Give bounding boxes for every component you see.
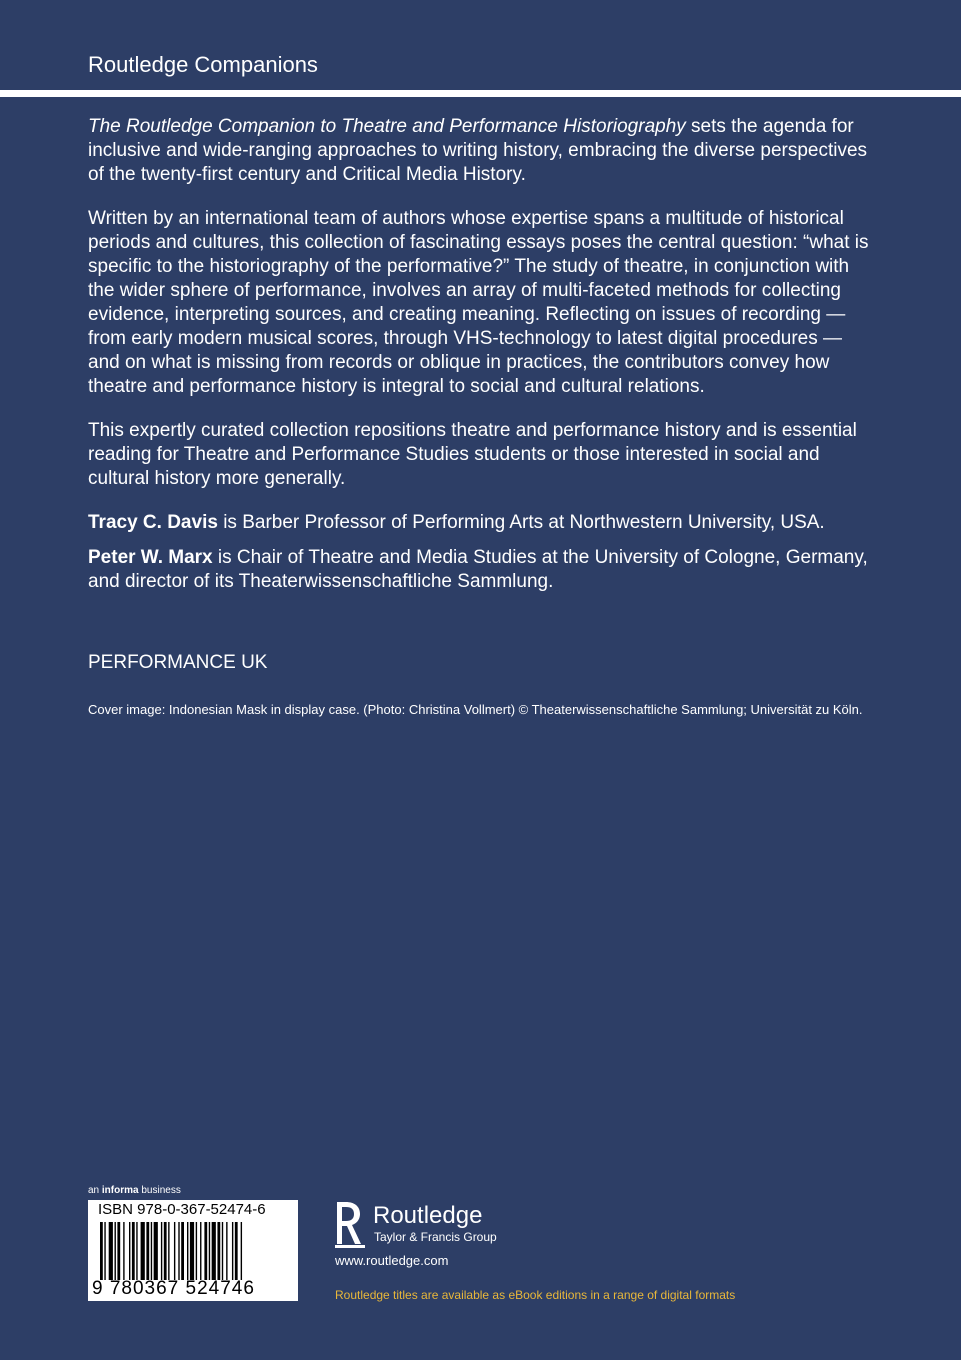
informa-prefix: an bbox=[88, 1185, 102, 1196]
author-name: Tracy C. Davis bbox=[88, 512, 218, 533]
publisher-name: Routledge bbox=[373, 1202, 483, 1229]
paragraph-description: Written by an international team of authors whose expertise spans a multitude of historical periods and cultures, this collection of fascinating essays poses the central question: “what is specific to the historiography of the performative?” The study of theatre, in conjunction with the wider sphere of performance, involves an array of multi-faceted methods for collecting evidence, interpreting sources, and creating meaning. Reflecting on issues of recording — from early modern musical scores, through VHS-technology to latest digital procedures — and on what is missing from records or oblique in practices, the contributors convey how theatre and performance history is integral to social and cultural relations. bbox=[88, 208, 869, 397]
author-bio-text: is Barber Professor of Performing Arts at Northwestern University, USA. bbox=[217, 512, 825, 533]
barcode-icon bbox=[100, 1222, 286, 1280]
informa-suffix: business bbox=[138, 1185, 181, 1196]
barcode-number: 9 780367 524746 bbox=[92, 1278, 255, 1299]
author-bio-text: is Chair of Theatre and Media Studies at the University of Cologne, Germany, and director of its Theaterwissenschaftliche Sammlung. bbox=[88, 547, 868, 592]
series-title: Routledge Companions bbox=[88, 52, 318, 77]
publisher-group: Taylor & Francis Group bbox=[374, 1230, 497, 1244]
publisher-website[interactable]: www.routledge.com bbox=[335, 1253, 449, 1268]
ebook-note: Routledge titles are available as eBook editions in a range of digital formats bbox=[335, 1288, 736, 1302]
author-bio bbox=[88, 546, 878, 594]
author-bio bbox=[88, 511, 878, 535]
header-rule bbox=[0, 90, 961, 97]
routledge-logo-icon bbox=[333, 1200, 367, 1250]
author-name: Peter W. Marx bbox=[88, 547, 213, 568]
paragraph-intro-text: sets the agenda for inclusive and wide-ranging approaches to writing history, embracing the diverse perspectives of the twenty-first century and Critical Media History. bbox=[88, 116, 868, 185]
informa-tagline bbox=[88, 1185, 181, 1196]
cover-credit-label: Cover image: bbox=[88, 702, 166, 717]
cover-credit-text: Indonesian Mask in display case. (Photo: Christina Vollmert) © Theaterwissenschaftliche Sammlung; Universität zu Köln. bbox=[165, 702, 863, 717]
barcode-box bbox=[88, 1200, 298, 1301]
subject-category: PERFORMANCE UK bbox=[88, 652, 268, 673]
blurb bbox=[88, 115, 878, 605]
cover-credit bbox=[88, 702, 908, 717]
book-title: The Routledge Companion to Theatre and Performance Historiography bbox=[88, 116, 686, 137]
isbn-label: ISBN 978-0-367-52474-6 bbox=[98, 1201, 266, 1218]
paragraph-audience: This expertly curated collection repositions theatre and performance history and is essential reading for Theatre and Performance Studies students or those interested in social and cultural history more generally. bbox=[88, 420, 857, 489]
informa-brand: informa bbox=[101, 1185, 139, 1196]
paragraph-intro bbox=[88, 115, 878, 187]
